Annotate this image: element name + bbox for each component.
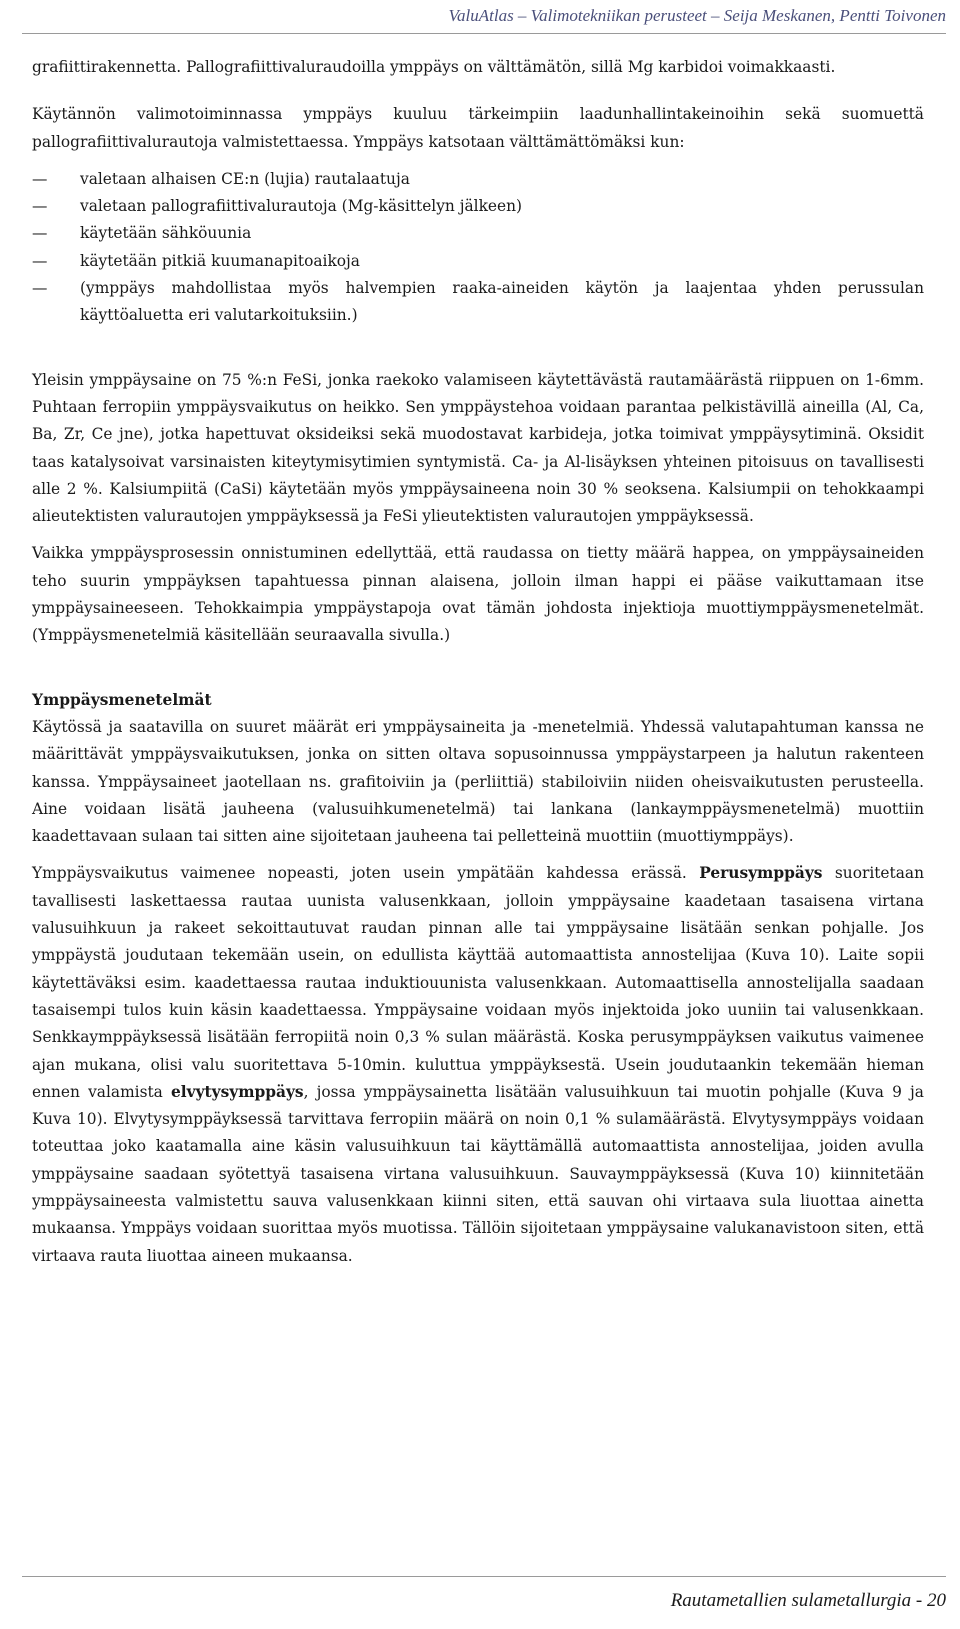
list-item: — valetaan pallografiittivalurautoja (Mg-käsittelyn jälkeen): [32, 193, 924, 220]
section-heading: Ymppäysmenetelmät: [32, 690, 212, 709]
list-item: — käytetään sähköuunia: [32, 220, 924, 247]
paragraph-methods: Käytössä ja saatavilla on suuret määrät eri ymppäysaineita ja -menetelmiä. Yhdessä valutapahtuman kanssa ne määrittävät ymppäysvaikutuksen, jonka on sitten oltava sopusoinnussa ymppäystarpeen ja halutun rakenteen kanssa. Ymppäysaineet jaotellaan ns. grafitoiviin ja (perliittiä) stabiloiviin niiden oheisvaikutusten perusteella. Aine voidaan lisätä jauheena (valusuihkumenetelmä) tai lankana (lankaymppäysmenetelmä) muottiin kaadettavaan sulaan tai sitten aine sijoitetaan jauheena tai pelletteinä muottiin (muottiymppäys).: [32, 717, 924, 846]
paragraph-intro: grafiittirakennetta. Pallografiittivaluraudoilla ymppäys on välttämätön, sillä Mg karbidoi voimakkaasti.: [32, 58, 836, 76]
header-divider: [22, 33, 946, 34]
dash-marker: —: [32, 197, 48, 216]
list-item: — (ymppäys mahdollistaa myös halvempien raaka-aineiden käytön ja laajentaa yhden perussulan käyttöaluetta eri valutarkoituksiin.): [32, 275, 924, 330]
footer-divider: [22, 1576, 946, 1577]
paragraph-oxygen: Vaikka ymppäysprosessin onnistuminen edellyttää, että raudassa on tietty määrä happea, on ymppäysaineiden teho suurin ymppäyksen tapahtuessa pinnan alaisena, jolloin ilman happi ei pääse vaikuttamaan itse ymppäysaineeseen. Tehokkaimpia ymppäystapoja ovat tämän johdosta injektioja muottiymppäysmenetelmät. (Ymppäysmenetelmiä käsitellään seuraavalla sivulla.): [32, 544, 924, 645]
paragraph-base-inoculation: Ymppäysvaikutus vaimenee nopeasti, joten usein ympätään kahdessa erässä. Perusymppäys suoritetaan tavallisesti laskettaessa rautaa uunista valusenkkaan, jolloin ymppäysaine kaadetaan tasaisena virtana valusuihkuun ja rakeet sekoittautuvat raudan pinnan alle tai ymppäysaine lisätään senkan pohjalle. Jos ymppäystä joudutaan tekemään usein, on edullista käyttää automaattista annostelijaa (Kuva 10). Laite sopii käytettäväksi esim. kaadettaessa rautaa induktiouunista valusenkkaan. Automaattisella annostelijalla saadaan tasaisempi tulos kuin käsin kaadettaessa. Ymppäysaine voidaan myös injektoida joko uuniin tai valusenkkaan. Senkkaymppäyksessä lisätään ferropiitä noin 0,3 % sulan määrästä. Koska perusymppäyksen vaikutus vaimenee ajan mukana, olisi valu suoritettava 5-10min. kuluttua ymppäyksestä. Usein joudutaankin tekemään hieman ennen valamista elvytysymppäys, jossa ymppäysainetta lisätään valusuihkuun tai muotin pohjalle (Kuva 9 ja Kuva 10). Elvytysymppäyksessä tarvittava ferropiin määrä on noin 0,1 % sulamäärästä. Elvytysymppäys voidaan toteuttaa joko kaatamalla aine käsin valusuihkuun tai käyttämällä automaattista annostelijaa, joiden avulla ymppäysaine saadaan syötettyä tasaisena virtana valusuihkuun. Sauvaymppäyksessä (Kuva 10) kiinnitetään ymppäysaineesta valmistettu sauva valusenkkaan kiinni siten, että sauvan ohi virtaava sula liuottaa ainetta mukaansa. Ymppäys voidaan suorittaa myös muotissa. Tällöin sijoitetaan ymppäysaine valukanavistoon siten, että virtaava rauta liuottaa aineen mukaansa.: [32, 864, 924, 1265]
page-content: [32, 54, 924, 1270]
bold-term-elvytysymppays: elvytysymppäys: [171, 1082, 304, 1101]
paragraph-practice: Käytännön valimotoiminnassa ymppäys kuuluu tärkeimpiin laadunhallintakeinoihin sekä suomuettä pallografiittivalurautoja valmistettaessa. Ymppäys katsotaan välttämättömäksi kun:: [32, 105, 924, 151]
dash-marker: —: [32, 224, 48, 243]
page-footer: Rautametallien sulametallurgia - 20: [670, 1590, 946, 1611]
dash-marker: —: [32, 169, 48, 188]
list-item: — valetaan alhaisen CE:n (lujia) rautalaatuja: [32, 166, 924, 193]
paragraph-fesi: Yleisin ymppäysaine on 75 %:n FeSi, jonka raekoko valamiseen käytettävästä rautamäärästä riippuen on 1-6mm. Puhtaan ferropiin ymppäysvaikutus on heikko. Sen ymppäystehoa voidaan parantaa pelkistävillä aineilla (Al, Ca, Ba, Zr, Ce jne), jotka hapettuvat oksideiksi sekä muodostavat karbideja, jotka toimivat ymppäysytiminä. Oksidit taas katalysoivat varsinaisten kiteytymisytimien syntymistä. Ca- ja Al-lisäyksen yhteinen pitoisuus on tavallisesti alle 2 %. Kalsiumpiitä (CaSi) käytetään myös ymppäysaineena noin 30 % seoksena. Kalsiumpii on tehokkaampi alieutektisten valurautojen ymppäyksessä ja FeSi ylieutektisten valurautojen ymppäyksessä.: [32, 370, 924, 526]
dash-marker: —: [32, 279, 48, 298]
dash-marker: —: [32, 251, 48, 270]
page-header: ValuAtlas – Valimotekniikan perusteet – Seija Meskanen, Pentti Toivonen: [448, 6, 946, 25]
list-item: — käytetään pitkiä kuumanapitoaikoja: [32, 248, 924, 275]
bold-term-perusymppays: Perusymppäys: [699, 864, 823, 883]
condition-list: [32, 166, 924, 330]
